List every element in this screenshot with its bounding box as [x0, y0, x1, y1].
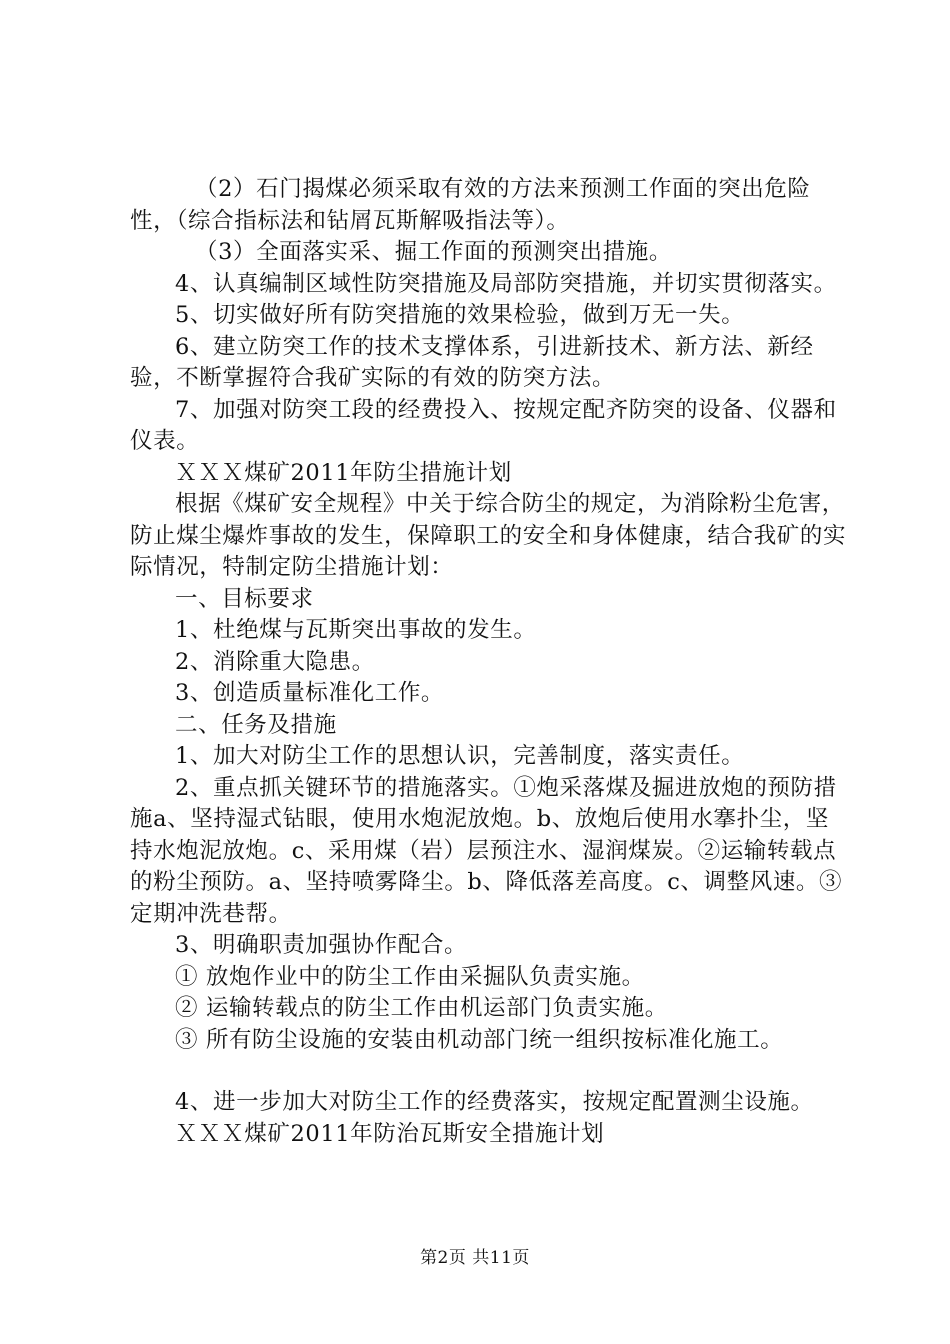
list-item: 2、消除重大隐患。 [175, 648, 375, 675]
list-item: 1、杜绝煤与瓦斯突出事故的发生。 [175, 617, 537, 643]
section-heading: 一、目标要求 [175, 585, 314, 612]
paragraph: 6、建立防突工作的技术支撑体系，引进新技术、新方法、新经验，不断掌握符合我矿实际的有效的防突方法。 [130, 333, 814, 391]
paragraph: 根据《煤矿安全规程》中关于综合防尘的规定，为消除粉尘危害，防止煤尘爆炸事故的发生，保障职工的安全和身体健康，结合我矿的实际情况，特制定防尘措施计划： [130, 491, 847, 580]
blank-line [130, 1056, 850, 1087]
document-body [130, 174, 850, 1150]
section-title: ＸＸＸ煤矿2011年防治瓦斯安全措施计划 [175, 1120, 605, 1147]
list-item: 2、重点抓关键环节的措施落实。①炮采落煤及掘进放炮的预防措施a、坚持湿式钻眼，使用水炮泥放炮。b、放炮后使用水搴扑尘，坚持水炮泥放炮。c、采用煤（岩）层预注水、湿润煤炭。②运输转载点的粉尘预防。a、坚持喷雾降尘。b、降低落差高度。c、调整风速。③定期冲洗巷帮。 [130, 774, 843, 927]
list-item: ③ 所有防尘设施的安装由机动部门统一组织按标准化施工。 [175, 1026, 784, 1053]
paragraph: 5、切实做好所有防突措施的效果检验，做到万无一失。 [175, 302, 745, 328]
list-item: 3、明确职责加强协作配合。 [175, 932, 468, 958]
paragraph: （2）石门揭煤必须采取有效的方法来预测工作面的突出危险性，（综合指标法和钻屑瓦斯解吸指法等）。 [130, 176, 811, 234]
page-footer: 第2页 共11页 [420, 1248, 530, 1268]
list-item: ② 运输转载点的防尘工作由机运部门负责实施。 [175, 995, 668, 1021]
list-item: 1、加大对防尘工作的思想认识，完善制度，落实责任。 [175, 743, 745, 769]
section-heading: 二、任务及措施 [175, 711, 337, 738]
list-item: ① 放炮作业中的防尘工作由采掘队负责实施。 [175, 963, 645, 990]
list-item: 4、进一步加大对防尘工作的经费落实，按规定配置测尘设施。 [175, 1089, 814, 1115]
section-title: ＸＸＸ煤矿2011年防尘措施计划 [175, 459, 512, 486]
paragraph: 7、加强对防突工段的经费投入、按规定配齐防突的设备、仪器和仪表。 [130, 396, 837, 454]
paragraph: （3）全面落实采、掘工作面的预测突出措施。 [195, 239, 672, 265]
list-item: 3、创造质量标准化工作。 [175, 680, 445, 706]
paragraph: 4、认真编制区域性防突措施及局部防突措施，并切实贯彻落实。 [175, 270, 837, 297]
